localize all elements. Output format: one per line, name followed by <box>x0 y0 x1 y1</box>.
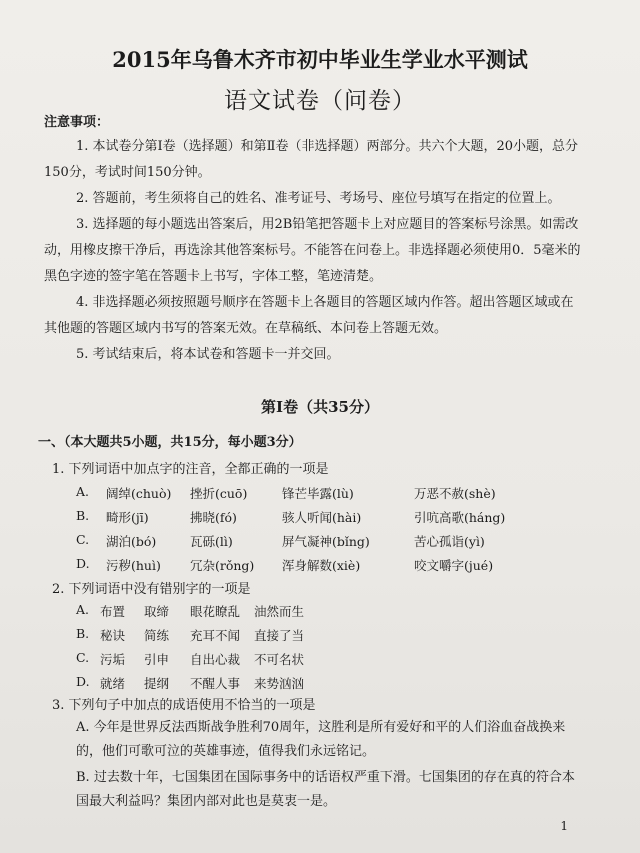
option-word: 万恶不赦(shè) <box>414 486 496 501</box>
option-word: 眼花瞭乱 <box>190 604 241 619</box>
option-word: 直接了当 <box>254 628 305 643</box>
option-word: 咬文嚼字(jué) <box>414 558 494 573</box>
option-word: 提纲 <box>144 676 170 691</box>
option-word: 取缔 <box>144 604 170 619</box>
option-word: 引申 <box>144 652 170 667</box>
option-word: 不可名状 <box>254 652 305 667</box>
option-letter: B. <box>76 626 90 641</box>
notice-item-4: 4. 非选择题必须按照题号顺序在答题卡上各题目的答题区域内作答。超出答题区域或在其他题的答题区域内书写的答案无效。在草稿纸、本问卷上答题无效。 <box>44 295 574 336</box>
option-word: 简练 <box>144 628 170 643</box>
option-word: 秘诀 <box>100 628 126 643</box>
option-word: 屏气凝神(bǐng) <box>282 534 370 549</box>
option-word: 引吭高歌(háng) <box>414 510 506 525</box>
option-word: 骇人听闻(hài) <box>282 510 362 525</box>
option-letter: B. <box>76 508 90 523</box>
question-2-stem: 2. 下列词语中没有错别字的一项是 <box>52 582 251 597</box>
notice-item-3: 3. 选择题的每小题选出答案后，用2B铅笔把答题卡上对应题目的答案标号涂黑。如需改动，用橡皮擦干净后，再选涂其他答案标号。不能答在问卷上。非选择题必须使用0．5毫米的黑色字迹的签字笔在答题卡上书写，字体工整，笔迹清楚。 <box>44 217 581 284</box>
exam-title: 2015年乌鲁木齐市初中毕业生学业水平测试 <box>112 47 528 72</box>
option-word: 畸形(jī) <box>106 510 149 525</box>
option-word: 污垢 <box>100 652 126 667</box>
option-word: 就绪 <box>100 676 126 691</box>
option-letter: C. <box>76 532 90 547</box>
q3-option-a: A. 今年是世界反法西斯战争胜利70周年，这胜利是所有爱好和平的人们浴血奋战换来的，他们可歌可泣的英雄事迹，值得我们永远铭记。 <box>76 720 566 759</box>
option-word: 阔绰(chuò) <box>106 486 172 501</box>
notice-heading: 注意事项： <box>44 115 110 130</box>
option-word: 来势汹汹 <box>254 676 305 691</box>
option-word: 浑身解数(xiè) <box>282 558 361 573</box>
option-word: 瓦砾(lì) <box>190 534 233 549</box>
option-word: 锋芒毕露(lù) <box>282 486 354 501</box>
option-word: 苦心孤诣(yì) <box>414 534 485 549</box>
q3-option-b: B. 过去数十年，七国集团在国际事务中的话语权严重下滑。七国集团的存在真的符合本国最大利益吗？集团内部对此也是莫衷一是。 <box>76 770 575 809</box>
option-word: 挫折(cuō) <box>190 486 248 501</box>
option-word: 充耳不闻 <box>190 628 241 643</box>
option-word: 油然而生 <box>254 604 305 619</box>
option-word: 自出心裁 <box>190 652 241 667</box>
option-letter: D. <box>76 674 90 689</box>
page-number: 1 <box>560 819 568 833</box>
option-word: 冗杂(rǒng) <box>190 558 255 573</box>
option-letter: A. <box>76 602 90 617</box>
section-title: 第Ⅰ卷（共35分） <box>261 398 379 416</box>
part-one-heading: 一、（本大题共5小题，共15分，每小题3分） <box>38 435 302 450</box>
question-3-stem: 3. 下列句子中加点的成语使用不恰当的一项是 <box>52 698 316 713</box>
notice-item-1: 1. 本试卷分第Ⅰ卷（选择题）和第Ⅱ卷（非选择题）两部分。共六个大题，20小题，总分150分，考试时间150分钟。 <box>44 139 579 180</box>
option-word: 布置 <box>100 604 126 619</box>
option-letter: C. <box>76 650 90 665</box>
option-word: 湖泊(bó) <box>106 534 157 549</box>
option-word: 不醒人事 <box>190 676 241 691</box>
exam-subtitle: 语文试卷（问卷） <box>224 88 416 114</box>
notice-item-5: 5. 考试结束后，将本试卷和答题卡一并交回。 <box>76 347 340 362</box>
option-letter: A. <box>76 484 90 499</box>
option-word: 污秽(huì) <box>106 558 161 573</box>
question-1-stem: 1. 下列词语中加点字的注音，全都正确的一项是 <box>52 462 329 477</box>
option-word: 拂晓(fó) <box>190 510 237 525</box>
notice-item-2: 2. 答题前，考生须将自己的姓名、准考证号、考场号、座位号填写在指定的位置上。 <box>76 191 561 206</box>
option-letter: D. <box>76 556 90 571</box>
